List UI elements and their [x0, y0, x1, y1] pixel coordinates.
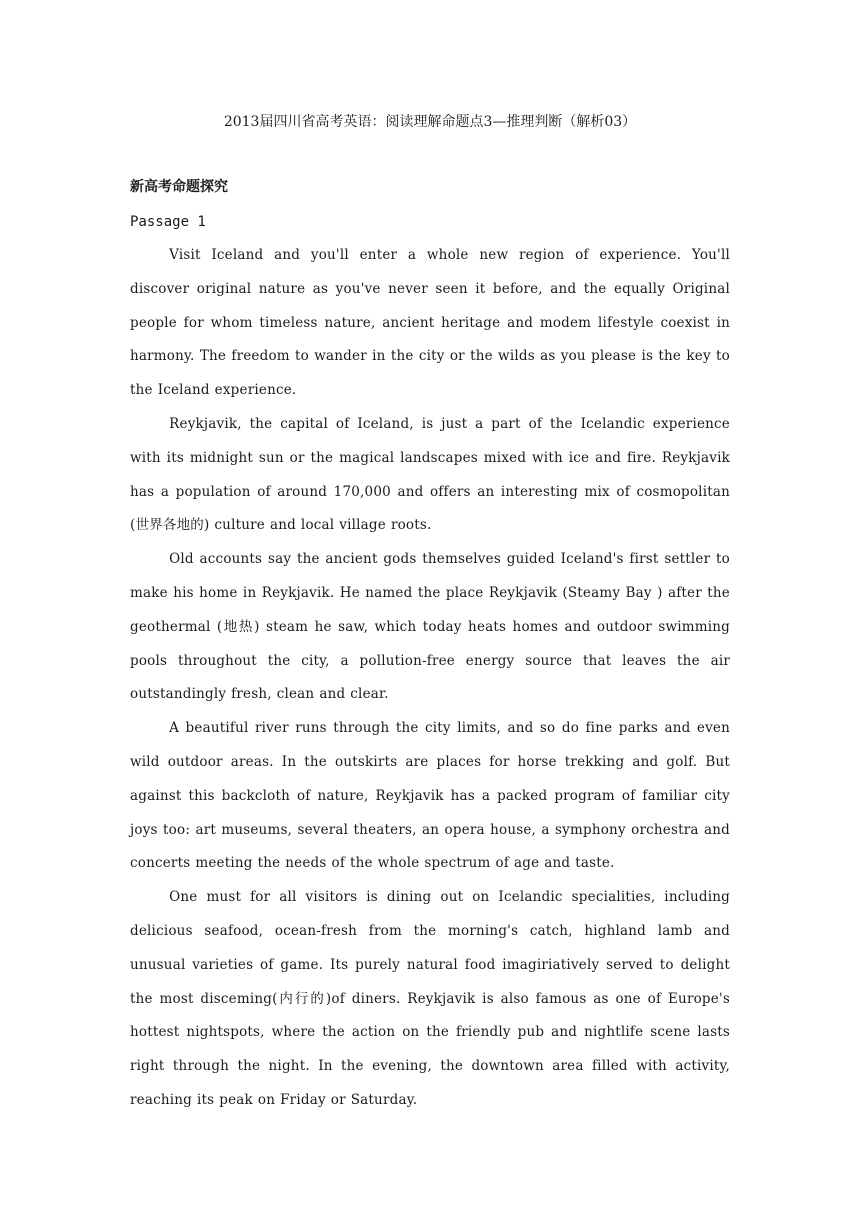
passage-body: [130, 239, 730, 1118]
document-title: 2013届四川省高考英语：阅读理解命题点3—推理判断（解析03）: [223, 114, 637, 130]
paragraph-5: One must for all visitors is dining out on Icelandic specialities, including delicious seafood, ocean-fresh from the morning's catch, highland lamb and unusual varieties of game. Its purely natural food imagiriatively served to delight the most disceming(内行的)of diners. Reykjavik is also famous as one of Europe's hottest nightspots, where the action on the friendly pub and nightlife scene lasts right through the night. In the evening, the downtown area filled with activity, reaching its peak on Friday or Saturday.: [130, 889, 730, 1108]
section-heading: 新高考命题探究: [130, 179, 228, 195]
paragraph-4: A beautiful river runs through the city limits, and so do fine parks and even wild outdoor areas. In the outskirts are places for horse trekking and golf. But against this backcloth of nature, Reykjavik has a packed program of familiar city joys too: art museums, several theaters, an opera house, a symphony orchestra and concerts meeting the needs of the whole spectrum of age and taste.: [130, 720, 730, 872]
passage-label: Passage 1: [130, 214, 206, 230]
paragraph-2: Reykjavik, the capital of Iceland, is just a part of the Icelandic experience with its midnight sun or the magical landscapes mixed with ice and fire. Reykjavik has a population of around 170,000 and offers an interesting mix of cosmopolitan (世界各地的) culture and local village roots.: [130, 415, 730, 534]
paragraph-1: Visit Iceland and you'll enter a whole new region of experience. You'll discover original nature as you've never seen it before, and the equally Original people for whom timeless nature, ancient heritage and modem lifestyle coexist in harmony. The freedom to wander in the city or the wilds as you please is the key to the Iceland experience.: [130, 247, 730, 399]
paragraph-3: Old accounts say the ancient gods themselves guided Iceland's first settler to make his home in Reykjavik. He named the place Reykjavik (Steamy Bay ) after the geothermal (地热) steam he saw, which today heats homes and outdoor swimming pools throughout the city, a pollution-free energy source that leaves the air outstandingly fresh, clean and clear.: [130, 551, 730, 703]
